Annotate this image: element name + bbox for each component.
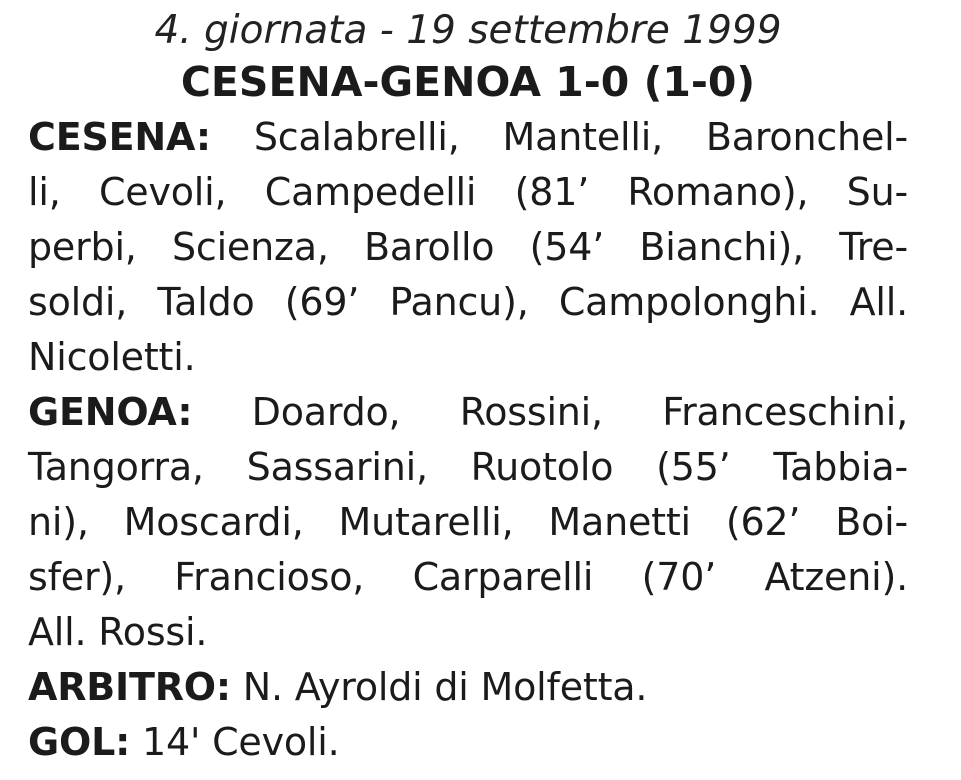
lineup-line xyxy=(28,110,908,165)
lineup-line: li, Cevoli, Campedelli (81’ Romano), Su- xyxy=(28,170,908,214)
matchday-heading: 4. giornata - 19 settembre 1999 xyxy=(154,8,782,53)
lineup-text: Doardo, Rossini, Franceschini, xyxy=(192,390,908,434)
lineup-line: ni), Moscardi, Mutarelli, Manetti (62’ Boi- xyxy=(28,500,908,544)
team-label-cesena: CESENA: xyxy=(28,115,211,159)
goals-line xyxy=(28,715,908,770)
goals-value: 14' Cevoli. xyxy=(130,720,340,764)
match-title: CESENA-GENOA 1-0 (1-0) xyxy=(180,58,756,106)
lineup-line: Nicoletti. xyxy=(28,335,196,379)
cesena-lineup xyxy=(28,110,908,385)
lineup-line xyxy=(28,385,908,440)
match-report xyxy=(28,8,908,770)
lineup-text: Scalabrelli, Mantelli, Baronchel- xyxy=(210,115,908,159)
genoa-lineup xyxy=(28,385,908,660)
goals-section xyxy=(28,715,908,770)
team-label-genoa: GENOA: xyxy=(28,390,193,434)
referee-value: N. Ayroldi di Molfetta. xyxy=(230,665,648,709)
lineup-line: soldi, Taldo (69’ Pancu), Campolonghi. All. xyxy=(28,280,908,324)
lineup-line: Tangorra, Sassarini, Ruotolo (55’ Tabbia- xyxy=(28,445,908,489)
goals-label: GOL: xyxy=(28,720,131,764)
referee-label: ARBITRO: xyxy=(28,665,231,709)
referee-section xyxy=(28,660,908,715)
lineup-line: sfer), Francioso, Carparelli (70’ Atzeni). xyxy=(28,555,908,599)
lineup-line: perbi, Scienza, Barollo (54’ Bianchi), Tre- xyxy=(28,225,908,269)
referee-line xyxy=(28,660,908,715)
lineup-line: All. Rossi. xyxy=(28,610,208,654)
